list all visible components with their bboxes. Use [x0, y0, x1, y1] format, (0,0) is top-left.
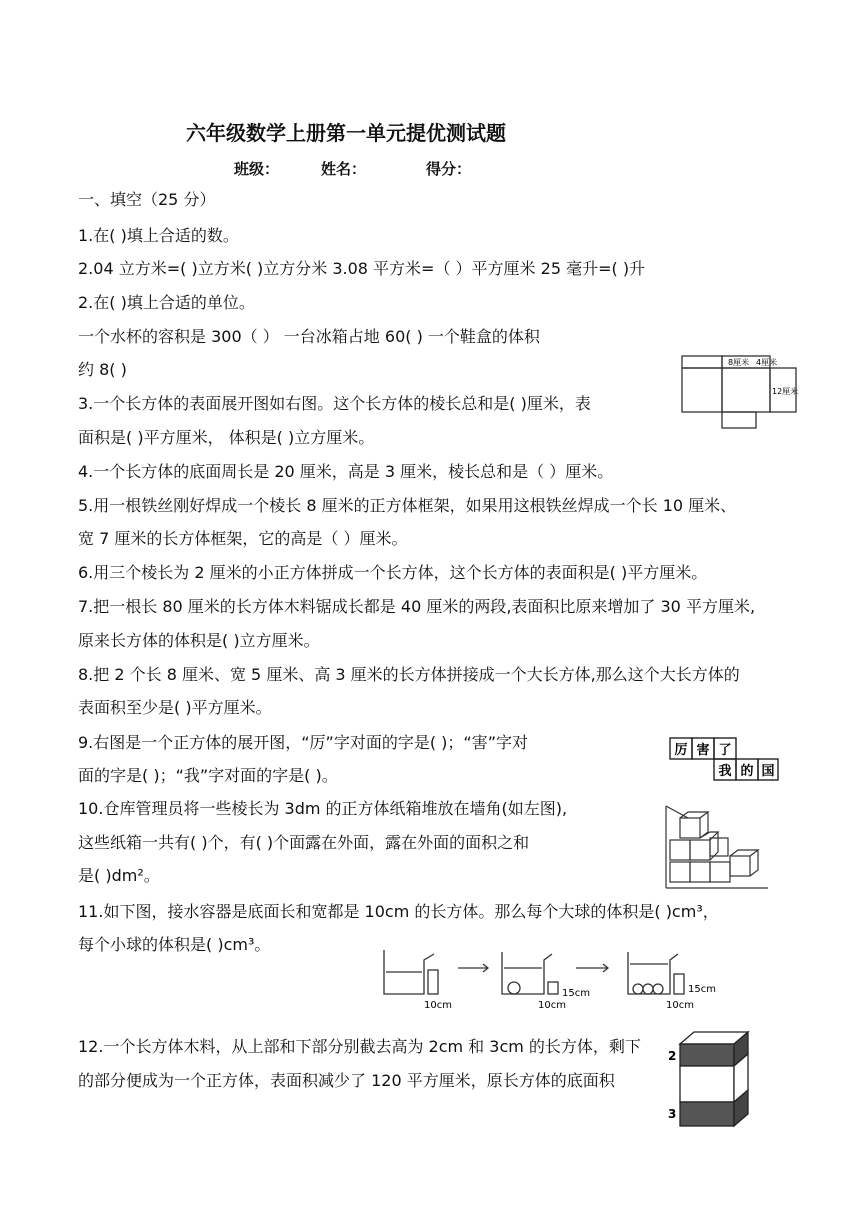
question-12-line-2: 的部分便成为一个正方体，表面积减少了 120 平方厘米，原长方体的底面积: [78, 1071, 615, 1090]
question-1-items: 2.04 立方米=( )立方米( )立方分米 3.08 平方米=（ ）平方厘米 25 毫升=( )升: [78, 259, 646, 278]
net-label-12cm: 12厘米: [772, 387, 799, 396]
net-label-8cm: 8厘米: [728, 358, 750, 367]
cuboid-net-figure: [676, 350, 806, 432]
class-label: 班级：: [234, 160, 280, 178]
container-2-width-label: 10cm: [538, 1000, 566, 1011]
block-bottom-label: 3: [668, 1107, 677, 1121]
question-10-line-3: 是( )dm²。: [78, 866, 160, 885]
block-top-label: 2: [668, 1049, 677, 1063]
cube-char-wo: 我: [718, 764, 732, 779]
question-10-line-1: 10.仓库管理员将一些棱长为 3dm 的正方体纸箱堆放在墙角(如左图),: [78, 799, 568, 818]
question-11-line-1: 11.如下图，接水容器是底面长和宽都是 10cm 的长方体。那么每个大球的体积是( )cm³，: [78, 902, 719, 921]
container-3-height-label: 15cm: [688, 984, 716, 995]
cube-char-le: 了: [718, 743, 732, 758]
question-11-line-2: 每个小球的体积是( )cm³。: [78, 935, 271, 954]
water-container-figure: [376, 938, 738, 1012]
section-heading: 一、填空（25 分）: [78, 190, 216, 209]
question-9-line-1: 9.右图是一个正方体的展开图，“厉”字对面的字是( )；“害”字对: [78, 733, 528, 752]
cube-char-hai: 害: [696, 743, 710, 758]
question-5-line-1: 5.用一根铁丝刚好焊成一个棱长 8 厘米的正方体框架，如果用这根铁丝焊成一个长 10 厘米、: [78, 496, 737, 515]
question-12-line-1: 12.一个长方体木料，从上部和下部分别截去高为 2cm 和 3cm 的长方体，剩下: [78, 1037, 641, 1056]
question-3-line-2: 面积是( )平方厘米， 体积是( )立方厘米。: [78, 428, 375, 447]
net-label-4cm: 4厘米: [756, 358, 778, 367]
question-8-line-2: 表面积至少是( )平方厘米。: [78, 698, 272, 717]
container-2-height-label: 15cm: [562, 988, 590, 999]
question-3-line-1: 3.一个长方体的表面展开图如右图。这个长方体的棱长总和是( )厘米，表: [78, 394, 591, 413]
container-1-width-label: 10cm: [424, 1000, 452, 1011]
question-7-line-1: 7.把一根长 80 厘米的长方体木料锯成长都是 40 厘米的两段,表面积比原来增加了 30 平方厘米,: [78, 597, 756, 616]
cube-net-figure: [668, 735, 780, 785]
container-3-width-label: 10cm: [666, 1000, 694, 1011]
stacked-boxes-figure: [658, 800, 773, 892]
question-2-line-1: 一个水杯的容积是 300（ ） 一台冰箱占地 60( ) 一个鞋盒的体积: [78, 327, 540, 346]
question-2: 2.在( )填上合适的单位。: [78, 293, 255, 312]
cube-char-guo: 国: [761, 764, 775, 779]
cut-block-figure: [664, 1028, 764, 1128]
question-6: 6.用三个棱长为 2 厘米的小正方体拼成一个长方体，这个长方体的表面积是( )平方厘米。: [78, 563, 708, 582]
question-2-line-2: 约 8( ): [78, 360, 127, 379]
cube-char-li: 厉: [674, 743, 688, 758]
question-9-line-2: 面的字是( )；“我”字对面的字是( )。: [78, 766, 338, 785]
name-label: 姓名：: [321, 160, 367, 178]
question-7-line-2: 原来长方体的体积是( )立方厘米。: [78, 631, 320, 650]
question-1: 1.在( )填上合适的数。: [78, 226, 239, 245]
score-label: 得分：: [426, 160, 472, 178]
question-8-line-1: 8.把 2 个长 8 厘米、宽 5 厘米、高 3 厘米的长方体拼接成一个大长方体,那么这个大长方体的: [78, 665, 740, 684]
question-4: 4.一个长方体的底面周长是 20 厘米，高是 3 厘米，棱长总和是（ ）厘米。: [78, 462, 614, 481]
question-10-line-2: 这些纸箱一共有( )个，有( )个面露在外面，露在外面的面积之和: [78, 833, 530, 852]
page-title: 六年级数学上册第一单元提优测试题: [186, 121, 506, 145]
question-5-line-2: 宽 7 厘米的长方体框架，它的高是（ ）厘米。: [78, 529, 408, 548]
cube-char-de: 的: [740, 764, 754, 779]
